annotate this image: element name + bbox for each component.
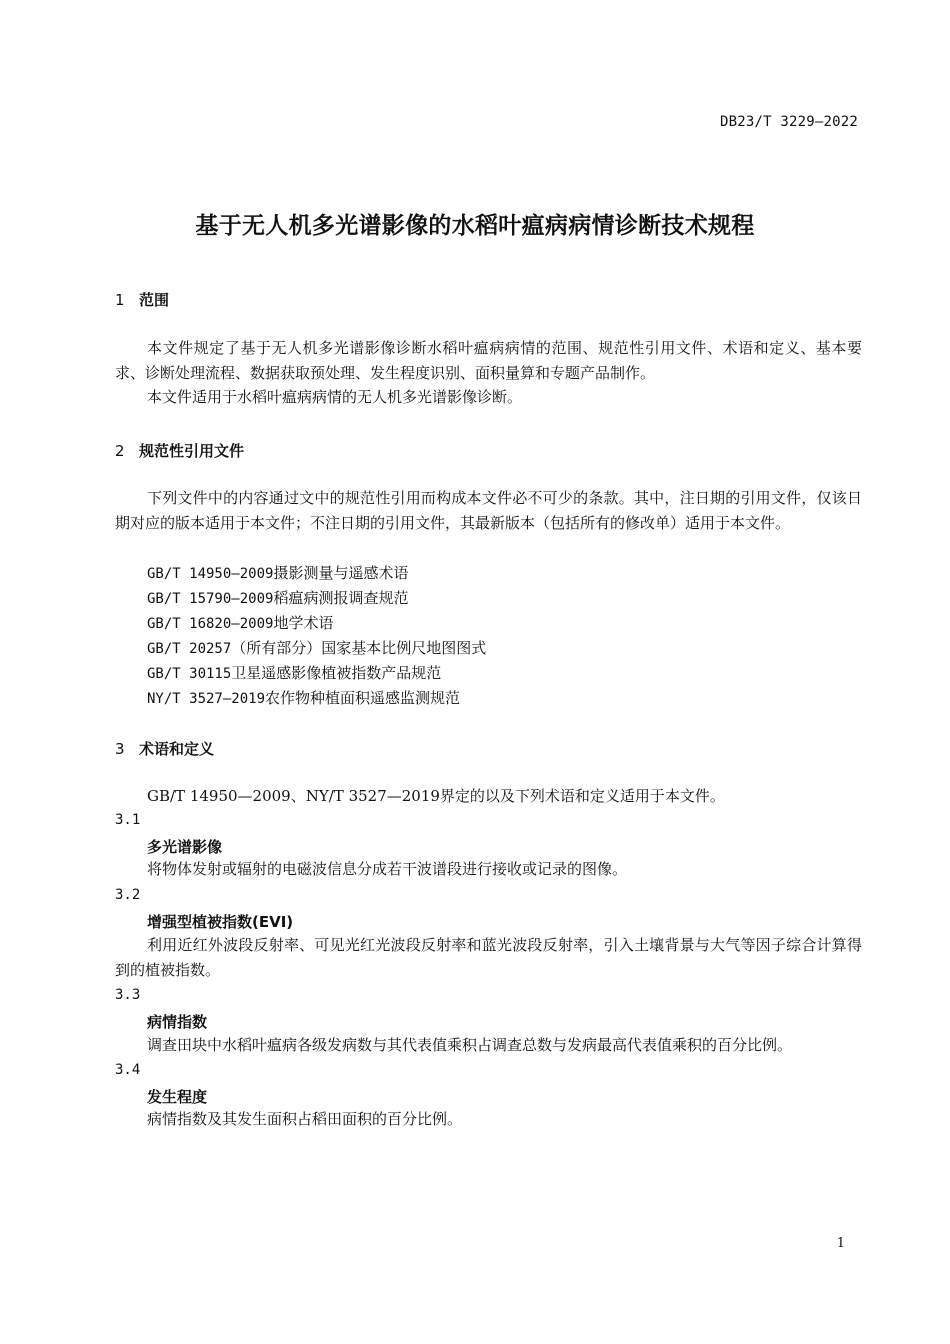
term-number: 3.1 bbox=[115, 812, 141, 828]
reference-name: 稻瘟病测报调查规范 bbox=[273, 589, 409, 607]
reference-name: 地学术语 bbox=[273, 614, 334, 632]
section-2-paragraph: 下列文件中的内容通过文中的规范性引用而构成本文件必不可少的条款。其中，注日期的引用文件，仅该日期对应的版本适用于本文件；不注日期的引用文件，其最新版本（包括所有的修改单）适用于本文件。 bbox=[115, 489, 862, 532]
term-definition: 病情指数及其发生面积占稻田面积的百分比例。 bbox=[147, 1110, 463, 1128]
reference-name: 农作物种植面积遥感监测规范 bbox=[265, 689, 461, 707]
section-title: 范围 bbox=[139, 291, 170, 309]
term-definition: 调查田块中水稻叶瘟病各级发病数与其代表值乘积占调查总数与发病最高代表值乘积的百分比例。 bbox=[147, 1036, 793, 1054]
reference-name: 摄影测量与遥感术语 bbox=[273, 564, 409, 582]
term-definition: 将物体发射或辐射的电磁波信息分成若干波谱段进行接收或记录的图像。 bbox=[147, 860, 628, 878]
reference-name: （所有部分）国家基本比例尺地图图式 bbox=[231, 639, 487, 657]
page-title: 基于无人机多光谱影像的水稻叶瘟病病情诊断技术规程 bbox=[195, 213, 755, 239]
term-number: 3.2 bbox=[115, 887, 141, 903]
page-number: 1 bbox=[836, 1236, 845, 1251]
term-number: 3.4 bbox=[115, 1062, 141, 1078]
reference-code: GB/T 14950—2009 bbox=[147, 566, 274, 582]
reference-code: GB/T 30115 bbox=[147, 666, 232, 682]
reference-code: GB/T 16820—2009 bbox=[147, 616, 274, 632]
reference-code: NY/T 3527—2019 bbox=[147, 691, 266, 707]
section-number: 2 bbox=[115, 442, 125, 460]
reference-item bbox=[147, 687, 460, 708]
section-2-heading bbox=[115, 440, 244, 461]
section-title: 术语和定义 bbox=[139, 740, 215, 758]
reference-code: GB/T 20257 bbox=[147, 641, 232, 657]
reference-item bbox=[147, 587, 408, 608]
reference-code: GB/T 15790—2009 bbox=[147, 591, 274, 607]
section-3-heading bbox=[115, 738, 214, 759]
section-1-paragraph-2: 本文件适用于水稻叶瘟病病情的无人机多光谱影像诊断。 bbox=[147, 388, 523, 406]
section-1-paragraph-1: 本文件规定了基于无人机多光谱影像诊断水稻叶瘟病病情的范围、规范性引用文件、术语和定义、基本要求、诊断处理流程、数据获取预处理、发生程度识别、面积量算和专题产品制作。 bbox=[115, 339, 862, 382]
reference-item bbox=[147, 662, 441, 683]
reference-item bbox=[147, 612, 333, 633]
section-3-intro: GB/T 14950—2009、NY/T 3527—2019界定的以及下列术语和定义适用于本文件。 bbox=[147, 787, 725, 805]
section-number: 1 bbox=[115, 291, 125, 309]
section-title: 规范性引用文件 bbox=[139, 442, 245, 460]
term-name: 发生程度 bbox=[147, 1088, 208, 1106]
reference-item bbox=[147, 562, 408, 583]
reference-name: 卫星遥感影像植被指数产品规范 bbox=[231, 664, 442, 682]
section-number: 3 bbox=[115, 740, 125, 758]
term-name: 病情指数 bbox=[147, 1013, 208, 1031]
term-number: 3.3 bbox=[115, 987, 141, 1003]
reference-item bbox=[147, 637, 486, 658]
term-name: 增强型植被指数(EVI) bbox=[147, 913, 294, 931]
term-name: 多光谱影像 bbox=[147, 838, 223, 856]
section-1-heading bbox=[115, 289, 169, 310]
term-definition: 利用近红外波段反射率、可见光红光波段反射率和蓝光波段反射率，引入土壤背景与大气等因子综合计算得到的植被指数。 bbox=[115, 936, 862, 979]
document-code: DB23/T 3229—2022 bbox=[719, 114, 858, 130]
